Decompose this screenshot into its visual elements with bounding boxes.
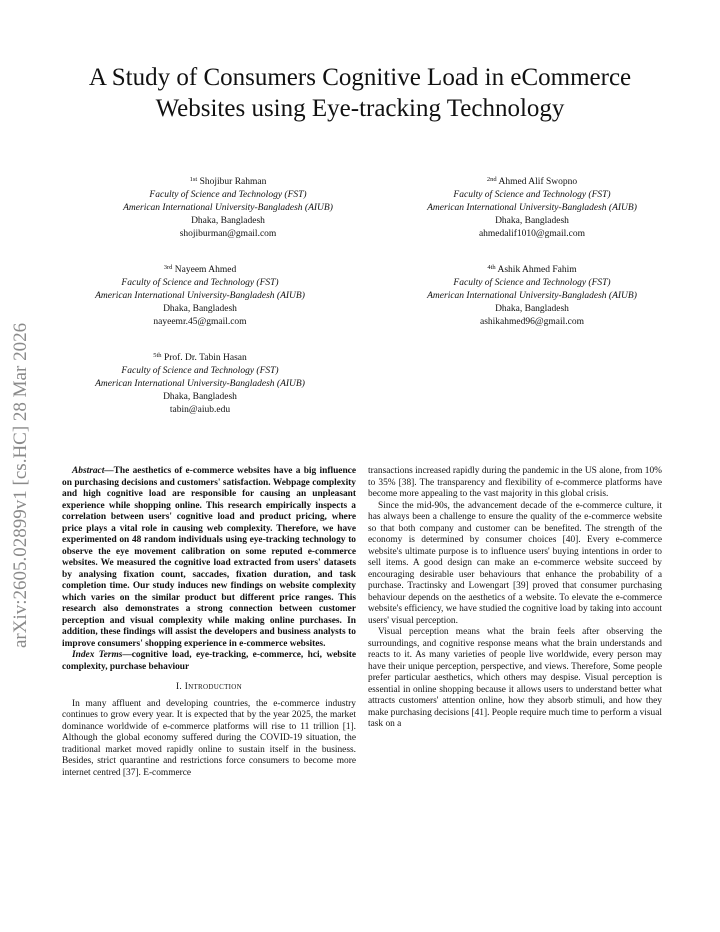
body-paragraph: Since the mid-90s, the advancement decade of the e-commerce culture, it has always been a challenge to ensure the quality of the e-commerce website so that both company and customer can be benefited. The strength of the economy is determined by consumer choices [40]. Every e-commerce website's ultimate purpose is to influence users' buying intentions in order to sell items. A good design can make an e-commerce website succeed by encouraging desirable user behaviours that enhance the probability of a purchase. Tractinsky and Lowengart [39] proved that consumer purchasing behaviour depends on the aesthetics of a website. To elevate the e-commerce website's efficiency, we have studied the cognitive load by taking into account users' visual perception. — [368, 500, 662, 626]
left-column — [62, 466, 356, 779]
index-terms-text: cognitive load, eye-tracking, e-commerce, hci, website complexity, purchase behaviour — [62, 650, 356, 672]
right-column — [368, 466, 662, 731]
author-faculty: Faculty of Science and Technology (FST) — [121, 366, 279, 376]
author-faculty: Faculty of Science and Technology (FST) — [121, 278, 279, 288]
author-ordinal: 4th — [487, 264, 496, 271]
author-block-4 — [392, 264, 672, 329]
author-faculty: Faculty of Science and Technology (FST) — [453, 278, 611, 288]
index-terms: Index Terms—cognitive load, eye-tracking, e-commerce, hci, website complexity, purchase behaviour — [62, 650, 356, 672]
author-block-1 — [88, 176, 368, 241]
author-faculty: Faculty of Science and Technology (FST) — [149, 190, 307, 200]
author-name: Shojibur Rahman — [199, 177, 267, 187]
author-email[interactable]: ashikahmed96@gmail.com — [480, 317, 584, 327]
author-ordinal: 2nd — [486, 176, 497, 183]
author-block-2 — [392, 176, 672, 241]
body-paragraph: In many affluent and developing countries, the e-commerce industry continues to grow every year. It is expected that by the year 2025, the market dominance worldwide of e-commerce platforms will rise to 11 trillion [1]. Although the global economy suffered during the COVID-19 situation, the traditional market moved rapidly online to sustain itself in the business. Besides, strict quarantine and restrictions force consumers to become more internet centred [37]. E-commerce — [62, 698, 356, 778]
author-name: Ashik Ahmed Fahim — [497, 265, 577, 275]
author-university: American International University-Bangladesh (AIUB) — [95, 379, 305, 389]
author-location: Dhaka, Bangladesh — [191, 216, 265, 226]
body-paragraph: Visual perception means what the brain feels after observing the surroundings, and cognitive response means what the brain understands and reacts to it. As many varieties of people live worldwide, every person may have their unique perception, perspective, and views. Therefore, Some people prefer particular aesthetics, which others may despise. Visual perception is essential in online shopping because it allows users to understand better what attracts customers' attention online, how they absorb stimuli, and how they make purchasing decisions [41]. People require much time to perform a visual task on a — [368, 627, 662, 729]
author-email[interactable]: shojiburman@gmail.com — [179, 229, 277, 239]
author-location: Dhaka, Bangladesh — [495, 216, 569, 226]
abstract-text: The aesthetics of e-commerce websites have a big influence on purchasing decisions and customers' satisfaction. Webpage complexity and high cognitive load are responsible for causing an unpleasant experience while shopping online. This research empirically inspects a correlation between users' cognitive load and product pricing, where price plays a vital role in causing web complexity. Therefore, we have experimented on 48 random individuals using eye-tracking technology to observe the eye movement calibration on some reputed e-commerce websites. We measured the cognitive load extracted from users' datasets by analysing fixation count, saccades, fixation duration, and task completion time. Our study induces new findings on website complexity which varies on the similar product but different price ranges. This research also demonstrates a strong connection between customer perception and visual complexity while making online purchases. In addition, these findings will assist the developers and business analysts to improve consumers' shopping experience in e-commerce websites. — [62, 466, 356, 649]
author-name: Prof. Dr. Tabin Hasan — [163, 353, 247, 363]
author-location: Dhaka, Bangladesh — [163, 392, 237, 402]
author-name: Nayeem Ahmed — [174, 265, 237, 275]
paper-title: A Study of Consumers Cognitive Load in eCommerce Websites using Eye-tracking Technology — [88, 64, 632, 122]
author-location: Dhaka, Bangladesh — [163, 304, 237, 314]
abstract-label: Abstract — [72, 466, 105, 476]
author-email[interactable]: nayeemr.45@gmail.com — [153, 317, 247, 327]
author-university: American International University-Bangladesh (AIUB) — [427, 203, 637, 213]
author-block-5 — [50, 352, 350, 417]
author-name: Ahmed Alif Swopno — [498, 177, 578, 187]
section-heading: I. Introduction — [176, 682, 242, 692]
author-ordinal: 3rd — [163, 264, 173, 271]
author-university: American International University-Bangladesh (AIUB) — [427, 291, 637, 301]
arxiv-stamp — [6, 256, 36, 648]
author-location: Dhaka, Bangladesh — [495, 304, 569, 314]
arxiv-stamp-text: arXiv:2605.02899v1 [cs.HC] 28 Mar 2026 — [10, 322, 31, 648]
abstract: Abstract—The aesthetics of e-commerce websites have a big influence on purchasing decisions and customers' satisfaction. Webpage complexity and high cognitive load are responsible for causing an unpleasant experience while shopping online. This research empirically inspects a correlation between users' cognitive load and product pricing, where price plays a vital role in causing web complexity. Therefore, we have experimented on 48 random individuals using eye-tracking technology to observe the eye movement calibration on some reputed e-commerce websites. We measured the cognitive load extracted from users' datasets by analysing fixation count, saccades, fixation duration, and task completion time. Our study induces new findings on website complexity which varies on the similar product but different price ranges. This research also demonstrates a strong connection between customer perception and visual complexity while making online purchases. In addition, these findings will assist the developers and business analysts to improve consumers' shopping experience in e-commerce websites. — [62, 466, 356, 649]
author-ordinal: 1st — [189, 176, 198, 183]
author-university: American International University-Bangladesh (AIUB) — [123, 203, 333, 213]
author-faculty: Faculty of Science and Technology (FST) — [453, 190, 611, 200]
body-paragraph: transactions increased rapidly during the pandemic in the US alone, from 10% to 35% [38]. The transparency and flexibility of e-commerce platforms have become more appealing to the vast majority in this global crisis. — [368, 466, 662, 499]
index-terms-label: Index Terms — [72, 650, 123, 660]
author-email[interactable]: tabin@aiub.edu — [169, 405, 231, 415]
author-ordinal: 5th — [153, 352, 162, 359]
author-block-3 — [50, 264, 350, 329]
author-university: American International University-Bangladesh (AIUB) — [95, 291, 305, 301]
author-email[interactable]: ahmedalif1010@gmail.com — [478, 229, 586, 239]
